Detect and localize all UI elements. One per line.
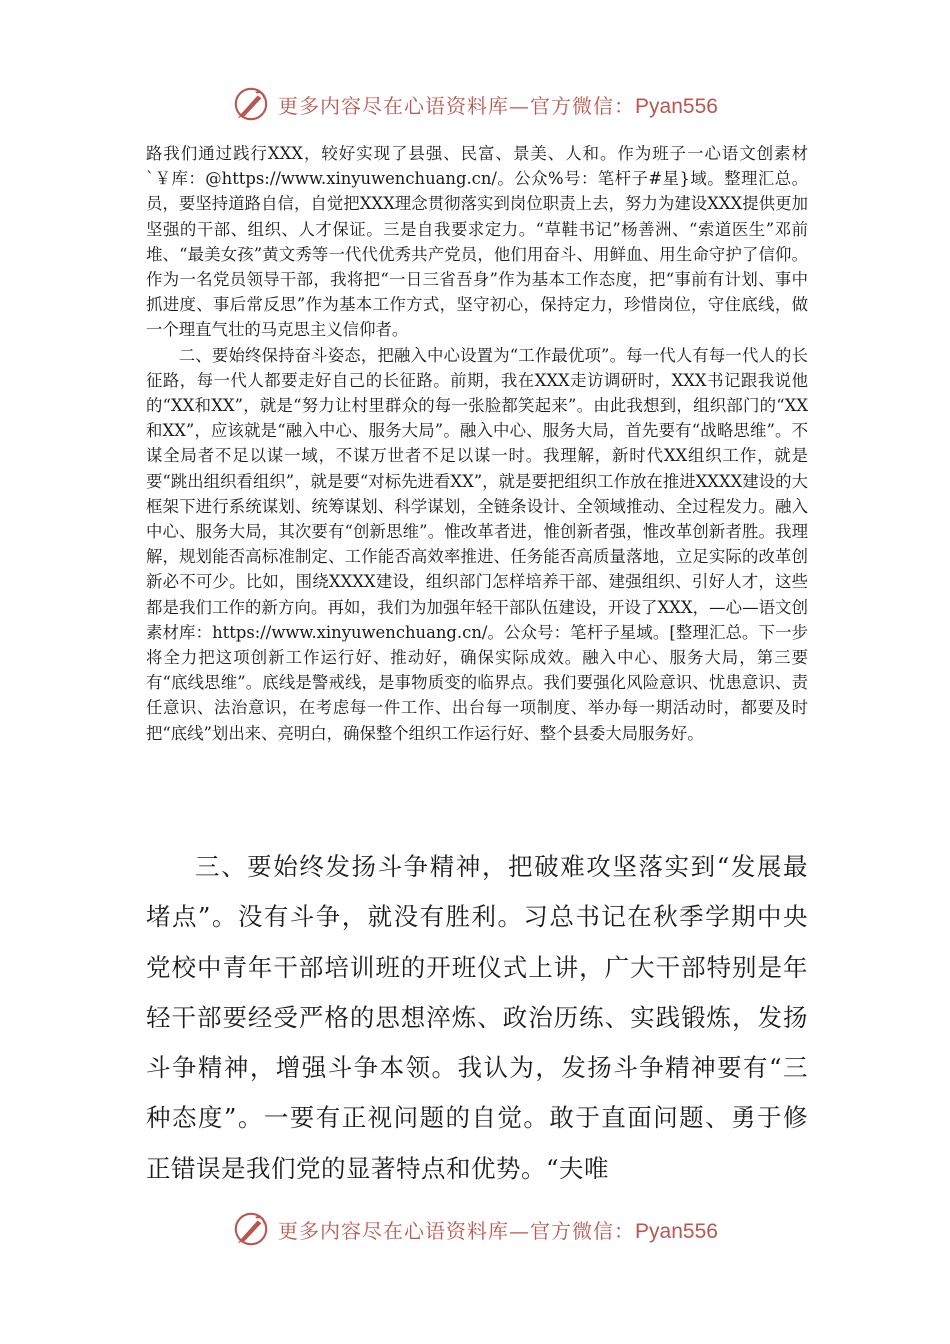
wechat-id: Pyan556	[635, 94, 718, 118]
pen-logo-icon	[232, 1210, 270, 1248]
paragraph-continued: 路我们通过践行XXX，较好实现了县强、民富、景美、人和。作为班子一心语文创素材`￥库：@https://www.xinyuwenchuang.cn/。公众%号：笔杆子#星}域。整理汇总。员，要坚持道路自信，自觉把XXX理念贯彻落实到岗位职责上去，努力为建设XXX提供更加坚强的干部、组织、人才保证。三是自我要求定力。“草鞋书记”杨善洲、“索道医生”邓前堆、“最美女孩”黄文秀等一代代优秀共产党员，他们用奋斗、用鲜血、用生命守护了信仰。作为一名党员领导干部，我将把“一日三省吾身”作为基本工作态度，把“事前有计划、事中抓进度、事后常反思”作为基本工作方式，坚守初心，保持定力，珍惜岗位，守住底线，做一个理直气壮的马克思主义信仰者。	[146, 144, 808, 340]
body-small-print	[146, 141, 808, 746]
watermark-header	[0, 82, 950, 126]
watermark-text: 更多内容尽在心语资料库—官方微信：Pyan556	[278, 93, 718, 118]
body-large-print	[146, 842, 808, 1194]
wechat-id: Pyan556	[635, 1219, 718, 1243]
paragraph-section-two: 二、要始终保持奋斗姿态，把融入中心设置为“工作最优项”。每一代人有每一代人的长征路，每一代人都要走好自己的长征路。前期，我在XXX走访调研时，XXX书记跟我说他的“XX和XX”，就是“努力让村里群众的每一张脸都笑起来”。由此我想到，组织部门的“XX和XX”，应该就是“融入中心、服务大局”。融入中心、服务大局，首先要有“战略思维”。不谋全局者不足以谋一域，不谋万世者不足以谋一时。我理解，新时代XX组织工作，就是要“跳出组织看组织”，就是要“对标先进看XX”，就是要把组织工作放在推进XXXX建设的大框架下进行系统谋划、统筹谋划、科学谋划，全链条设计、全领域推动、全过程发力。融入中心、服务大局，其次要有“创新思维”。惟改革者进，惟创新者强，惟改革创新者胜。我理解，规划能否高标准制定、工作能否高效率推进、任务能否高质量落地，立足实际的改革创新必不可少。比如，围绕XXXX建设，组织部门怎样培养干部、建强组织、引好人才，这些都是我们工作的新方向。再如，我们为加强年轻干部队伍建设，开设了XXX，—心—语文创素材库：https://www.xinyuwenchuang.cn/。公众号：笔杆子星域。[整理汇总。下一步将全力把这项创新工作运行好、推动好，确保实际成效。融入中心、服务大局，第三要有“底线思维”。底线是警戒线，是事物质变的临界点。我们要强化风险意识、忧患意识、责任意识、法治意识，在考虑每一件工作、出台每一项制度、举办每一期活动时，都要及时把“底线”划出来、亮明白，确保整个组织工作运行好、整个县委大局服务好。	[146, 345, 808, 743]
paragraph-section-three: 三、要始终发扬斗争精神，把破难攻坚落实到“发展最堵点”。没有斗争，就没有胜利。习总书记在秋季学期中央党校中青年干部培训班的开班仪式上讲，广大干部特别是年轻干部要经受严格的思想淬炼、政治历练、实践锻炼，发扬斗争精神，增强斗争本领。我认为，发扬斗争精神要有“三种态度”。一要有正视问题的自觉。敢于直面问题、勇于修正错误是我们党的显著特点和优势。“夫唯	[146, 852, 808, 1183]
watermark-footer	[0, 1207, 950, 1251]
watermark-text: 更多内容尽在心语资料库—官方微信：Pyan556	[278, 1218, 718, 1243]
pen-logo-icon	[232, 85, 270, 123]
